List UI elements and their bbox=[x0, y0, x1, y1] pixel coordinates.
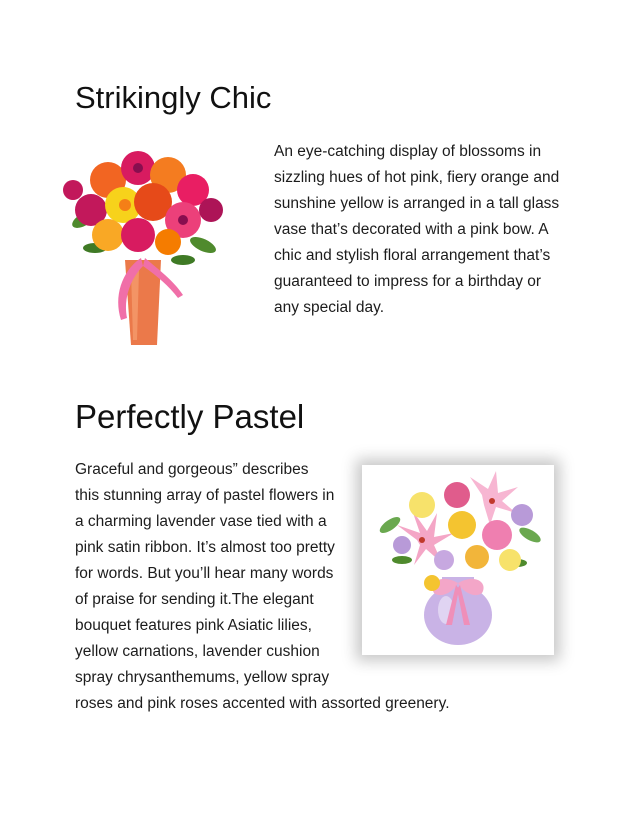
bouquet-image-strikingly-chic bbox=[33, 130, 248, 355]
section-body-text: Graceful and gorgeous” describes this stunning array of pastel flowers in a charming lavender vase tied with a pink satin ribbon. It’s almost too pretty for words. But you’ll hear many words of praise for sending it.The elegant bouquet features pink Asiatic lilies, yellow carnations, lavender cushion spray chrysanthemums, yellow spray roses and pink roses accented with assorted greenery. bbox=[75, 461, 450, 712]
section-title-perfectly-pastel: Perfectly Pastel bbox=[75, 398, 305, 435]
section-title-strikingly-chic: Strikingly Chic bbox=[75, 80, 272, 115]
section-body-strikingly-chic: An eye-catching display of blossoms in sizzling hues of hot pink, fiery orange and sunshine yellow is arranged in a tall glass vase that’s decorated with a pink bow. A chic and stylish floral arrangement that’s guaranteed to impress for a birthday or any special day. bbox=[274, 143, 560, 316]
section-body-perfectly-pastel bbox=[75, 457, 555, 717]
flower-bouquet-illustration bbox=[33, 130, 248, 355]
image-wrap-spacer bbox=[335, 457, 555, 667]
